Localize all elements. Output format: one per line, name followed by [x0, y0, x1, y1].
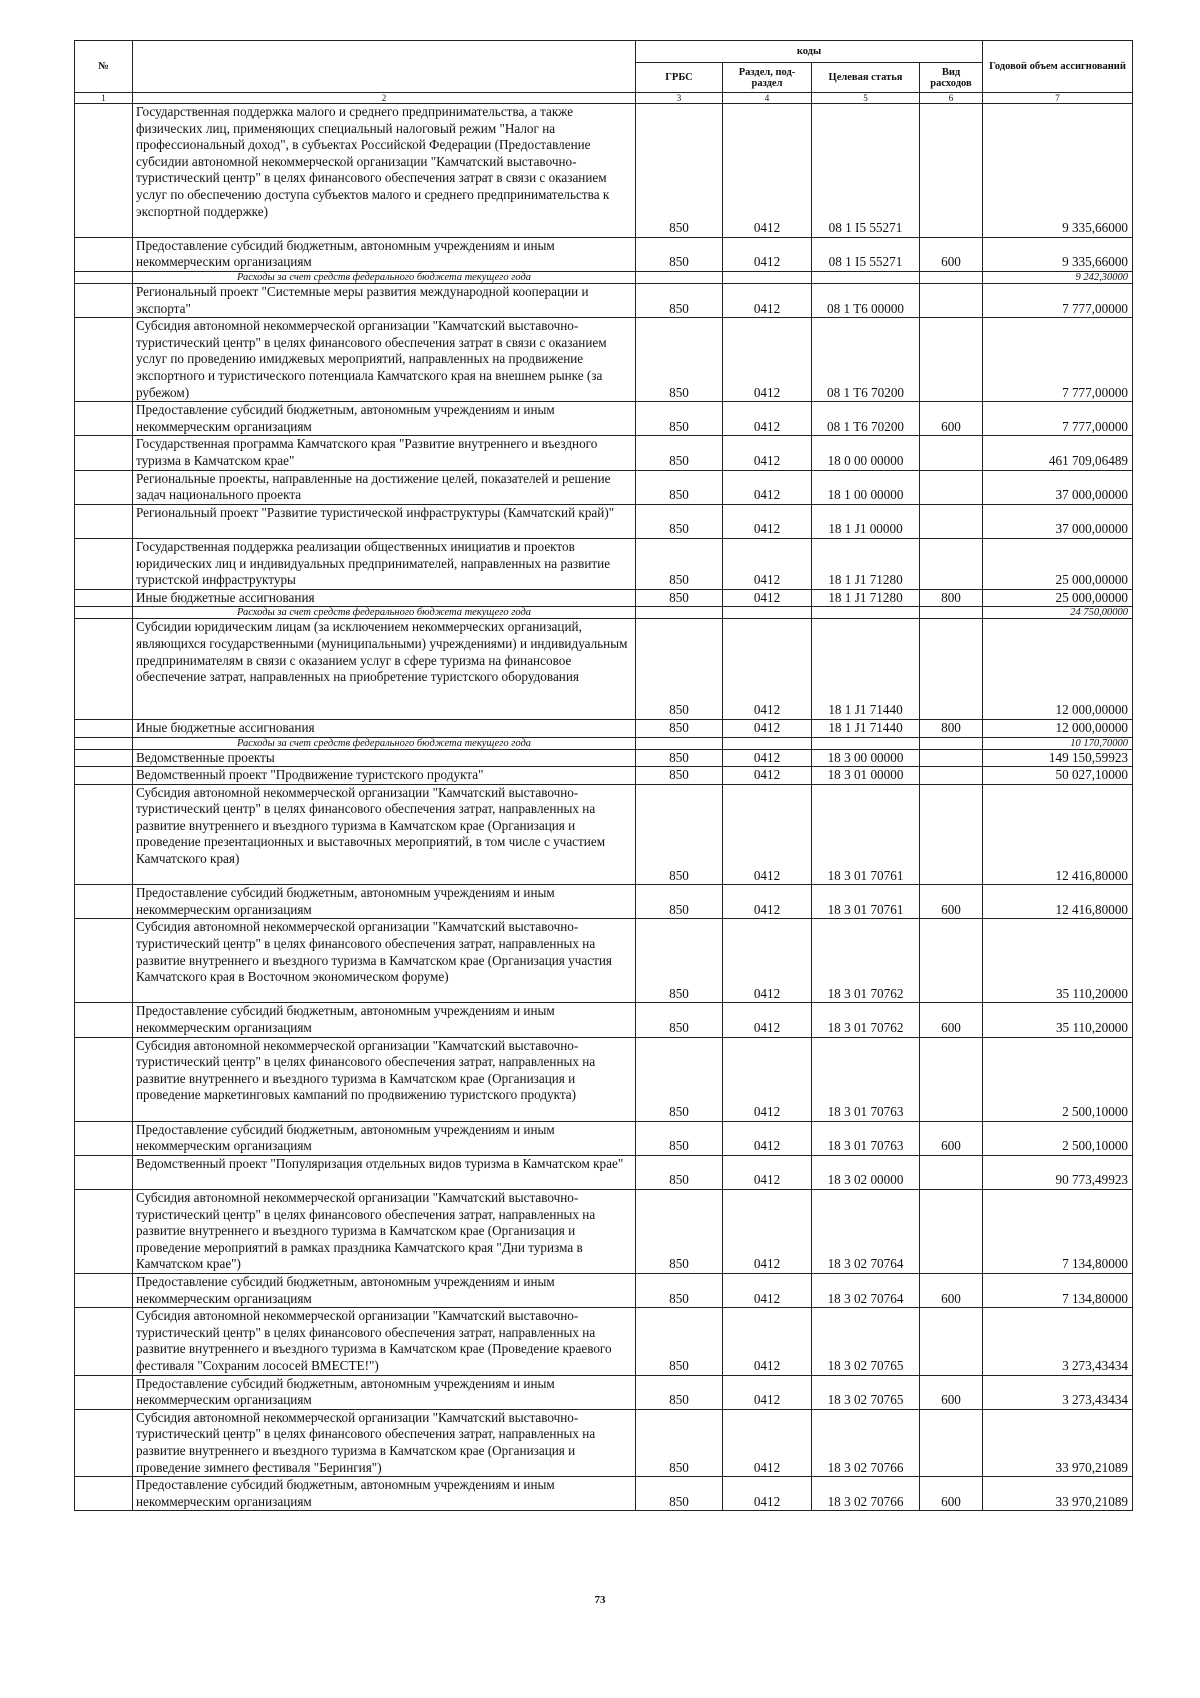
- section-code: 0412: [723, 318, 812, 402]
- header-name: [133, 41, 636, 93]
- table-row: [75, 1409, 1133, 1476]
- amount-value: 50 027,10000: [983, 767, 1133, 785]
- item-name: Расходы за счет средств федерального бюджета текущего года: [133, 607, 636, 619]
- section-code: 0412: [723, 104, 812, 238]
- no-cell: [75, 283, 133, 317]
- table-row: [75, 1274, 1133, 1308]
- no-cell: [75, 271, 133, 283]
- grbs-code: 850: [636, 589, 723, 607]
- table-row: [75, 504, 1133, 538]
- target-article: 18 3 01 70762: [812, 919, 920, 1003]
- section-code: 0412: [723, 1037, 812, 1121]
- target-article: 08 1 T6 70200: [812, 402, 920, 436]
- target-article: 18 3 02 70764: [812, 1274, 920, 1308]
- expense-type-code: 600: [920, 237, 983, 271]
- section-code: 0412: [723, 470, 812, 504]
- section-code: 0412: [723, 1121, 812, 1155]
- target-article: [812, 271, 920, 283]
- table-row: [75, 1477, 1133, 1511]
- no-cell: [75, 1121, 133, 1155]
- amount-value: 7 134,80000: [983, 1274, 1133, 1308]
- target-article: 18 3 01 70763: [812, 1037, 920, 1121]
- amount-value: 37 000,00000: [983, 504, 1133, 538]
- expense-type-code: 600: [920, 1477, 983, 1511]
- grbs-code: 850: [636, 784, 723, 885]
- grbs-code: 850: [636, 1477, 723, 1511]
- no-cell: [75, 767, 133, 785]
- grbs-code: 850: [636, 1308, 723, 1375]
- grbs-code: 850: [636, 1190, 723, 1274]
- no-cell: [75, 1274, 133, 1308]
- expense-type-code: [920, 271, 983, 283]
- section-code: 0412: [723, 402, 812, 436]
- target-article: 08 1 T6 70200: [812, 318, 920, 402]
- no-cell: [75, 504, 133, 538]
- expense-type-code: [920, 619, 983, 720]
- target-article: 18 3 01 70763: [812, 1121, 920, 1155]
- amount-value: 33 970,21089: [983, 1477, 1133, 1511]
- amount-value: 25 000,00000: [983, 538, 1133, 589]
- item-name: Предоставление субсидий бюджетным, автономным учреждениям и иным некоммерческим организациям: [133, 1121, 636, 1155]
- section-code: 0412: [723, 1190, 812, 1274]
- amount-value: 33 970,21089: [983, 1409, 1133, 1476]
- table-row: [75, 318, 1133, 402]
- table-row: [75, 1375, 1133, 1409]
- note-row: [75, 607, 1133, 619]
- expense-type-code: [920, 1190, 983, 1274]
- target-article: 18 1 J1 71280: [812, 589, 920, 607]
- item-name: Субсидия автономной некоммерческой организации "Камчатский выставочно-туристический центр" в целях финансового обеспечения затрат, направленных на развитие внутреннего и въездного туризма в Камчатском крае (Организация и проведение маркетинговых кампаний по продвижению туристского продукта): [133, 1037, 636, 1121]
- table-row: [75, 784, 1133, 885]
- item-name: Предоставление субсидий бюджетным, автономным учреждениям и иным некоммерческим организациям: [133, 237, 636, 271]
- item-name: Ведомственные проекты: [133, 749, 636, 767]
- expense-type-code: [920, 1409, 983, 1476]
- section-code: 0412: [723, 538, 812, 589]
- expense-type-code: [920, 919, 983, 1003]
- table-row: [75, 436, 1133, 470]
- section-code: 0412: [723, 919, 812, 1003]
- target-article: 18 3 00 00000: [812, 749, 920, 767]
- expense-type-code: [920, 104, 983, 238]
- expense-type-code: 600: [920, 1274, 983, 1308]
- no-cell: [75, 237, 133, 271]
- grbs-code: [636, 271, 723, 283]
- expense-type-code: [920, 436, 983, 470]
- expense-type-code: [920, 749, 983, 767]
- target-article: 18 3 02 70766: [812, 1409, 920, 1476]
- no-cell: [75, 719, 133, 737]
- amount-value: 9 335,66000: [983, 104, 1133, 238]
- item-name: Субсидии юридическим лицам (за исключением некоммерческих организаций, являющихся государственными (муниципальными) учреждениями) и индивидуальным предпринимателям в связи с оказанием услуг в сфере туризма на финансовое обеспечение затрат, направленных на приобретение туристского оборудования: [133, 619, 636, 720]
- table-row: [75, 538, 1133, 589]
- page-number: 73: [594, 1594, 606, 1606]
- table-row: [75, 1190, 1133, 1274]
- expense-type-code: 600: [920, 1003, 983, 1037]
- table-row: [75, 1155, 1133, 1189]
- target-article: 18 1 00 00000: [812, 470, 920, 504]
- item-name: Ведомственный проект "Продвижение туристского продукта": [133, 767, 636, 785]
- expense-type-code: [920, 737, 983, 749]
- item-name: Субсидия автономной некоммерческой организации "Камчатский выставочно-туристический центр" в целях финансового обеспечения затрат, направленных на развитие внутреннего и въездного туризма в Камчатском крае (Организация участия Камчатского края в Восточном экономическом форуме): [133, 919, 636, 1003]
- amount-value: 12 416,80000: [983, 784, 1133, 885]
- amount-value: 7 134,80000: [983, 1190, 1133, 1274]
- grbs-code: 850: [636, 283, 723, 317]
- expense-type-code: [920, 1037, 983, 1121]
- section-code: 0412: [723, 436, 812, 470]
- no-cell: [75, 318, 133, 402]
- section-code: 0412: [723, 1003, 812, 1037]
- expense-type-code: [920, 1155, 983, 1189]
- section-code: 0412: [723, 784, 812, 885]
- no-cell: [75, 1477, 133, 1511]
- item-name: Региональный проект "Развитие туристической инфраструктуры (Камчатский край)": [133, 504, 636, 538]
- grbs-code: 850: [636, 1121, 723, 1155]
- note-row: [75, 271, 1133, 283]
- section-code: [723, 737, 812, 749]
- item-name: Региональный проект "Системные меры развития международной кооперации и экспорта": [133, 283, 636, 317]
- grbs-code: 850: [636, 767, 723, 785]
- target-article: 18 3 01 70762: [812, 1003, 920, 1037]
- target-article: 18 3 02 70765: [812, 1375, 920, 1409]
- no-cell: [75, 1155, 133, 1189]
- table-row: [75, 470, 1133, 504]
- item-name: Субсидия автономной некоммерческой организации "Камчатский выставочно-туристический центр" в целях финансового обеспечения затрат, направленных на развитие внутреннего и въездного туризма в Камчатском крае (Организация и проведение презентационных и выставочных мероприятий, в том числе с участием Камчатского края): [133, 784, 636, 885]
- header-codes: коды: [636, 41, 983, 63]
- header-index-row: [75, 93, 1133, 104]
- grbs-code: 850: [636, 719, 723, 737]
- table-row: [75, 1003, 1133, 1037]
- item-name: Иные бюджетные ассигнования: [133, 589, 636, 607]
- target-article: 08 1 I5 55271: [812, 104, 920, 238]
- grbs-code: 850: [636, 318, 723, 402]
- target-article: 18 1 J1 71280: [812, 538, 920, 589]
- table-row: [75, 1121, 1133, 1155]
- amount-value: 10 170,70000: [983, 737, 1133, 749]
- target-article: 18 3 02 70766: [812, 1477, 920, 1511]
- amount-value: 3 273,43434: [983, 1375, 1133, 1409]
- expense-type-code: 600: [920, 1121, 983, 1155]
- index-cell: 3: [636, 93, 723, 104]
- item-name: Ведомственный проект "Популяризация отдельных видов туризма в Камчатском крае": [133, 1155, 636, 1189]
- amount-value: 35 110,20000: [983, 1003, 1133, 1037]
- target-article: [812, 737, 920, 749]
- note-row: [75, 737, 1133, 749]
- section-code: 0412: [723, 1308, 812, 1375]
- target-article: 18 0 00 00000: [812, 436, 920, 470]
- section-code: 0412: [723, 619, 812, 720]
- table-row: [75, 237, 1133, 271]
- table-row: [75, 919, 1133, 1003]
- grbs-code: 850: [636, 1409, 723, 1476]
- amount-value: 9 335,66000: [983, 237, 1133, 271]
- header-expense-type: Вид расходов: [920, 63, 983, 93]
- no-cell: [75, 538, 133, 589]
- section-code: 0412: [723, 885, 812, 919]
- table-row: [75, 619, 1133, 720]
- item-name: Предоставление субсидий бюджетным, автономным учреждениям и иным некоммерческим организациям: [133, 1274, 636, 1308]
- amount-value: 461 709,06489: [983, 436, 1133, 470]
- index-cell: 5: [812, 93, 920, 104]
- no-cell: [75, 1037, 133, 1121]
- header-section: Раздел, под-раздел: [723, 63, 812, 93]
- grbs-code: 850: [636, 619, 723, 720]
- no-cell: [75, 737, 133, 749]
- grbs-code: [636, 737, 723, 749]
- grbs-code: 850: [636, 1274, 723, 1308]
- table-row: [75, 1308, 1133, 1375]
- grbs-code: 850: [636, 1375, 723, 1409]
- expense-type-code: 600: [920, 402, 983, 436]
- index-cell: 6: [920, 93, 983, 104]
- no-cell: [75, 784, 133, 885]
- item-name: Субсидия автономной некоммерческой организации "Камчатский выставочно-туристический центр" в целях финансового обеспечения затрат в связи с оказанием услуг по проведению имиджевых мероприятий, направленных на продвижение экспортного и туристического потенциала Камчатского края на внешнем рынке (за рубежом): [133, 318, 636, 402]
- expense-type-code: [920, 318, 983, 402]
- expense-type-code: 800: [920, 719, 983, 737]
- item-name: Субсидия автономной некоммерческой организации "Камчатский выставочно-туристический центр" в целях финансового обеспечения затрат, направленных на развитие внутреннего и въездного туризма в Камчатском крае (Организация и проведение зимнего фестиваля "Берингия"): [133, 1409, 636, 1476]
- amount-value: 9 242,30000: [983, 271, 1133, 283]
- amount-value: 12 000,00000: [983, 719, 1133, 737]
- grbs-code: 850: [636, 470, 723, 504]
- no-cell: [75, 919, 133, 1003]
- grbs-code: 850: [636, 402, 723, 436]
- section-code: 0412: [723, 1155, 812, 1189]
- no-cell: [75, 885, 133, 919]
- amount-value: 7 777,00000: [983, 283, 1133, 317]
- amount-value: 35 110,20000: [983, 919, 1133, 1003]
- target-article: 18 3 02 00000: [812, 1155, 920, 1189]
- target-article: 18 1 J1 71440: [812, 719, 920, 737]
- expense-type-code: [920, 784, 983, 885]
- amount-value: 2 500,10000: [983, 1121, 1133, 1155]
- header-grbs: ГРБС: [636, 63, 723, 93]
- item-name: Государственная поддержка реализации общественных инициатив и проектов юридических лиц и индивидуальных предпринимателей, направленных на развитие туристской инфраструктуры: [133, 538, 636, 589]
- section-code: 0412: [723, 719, 812, 737]
- target-article: 08 1 I5 55271: [812, 237, 920, 271]
- header-no: №: [75, 41, 133, 93]
- no-cell: [75, 1409, 133, 1476]
- amount-value: 2 500,10000: [983, 1037, 1133, 1121]
- table-row: [75, 885, 1133, 919]
- grbs-code: 850: [636, 1037, 723, 1121]
- amount-value: 25 000,00000: [983, 589, 1133, 607]
- index-cell: 1: [75, 93, 133, 104]
- target-article: 08 1 T6 00000: [812, 283, 920, 317]
- amount-value: 24 750,00000: [983, 607, 1133, 619]
- amount-value: 7 777,00000: [983, 402, 1133, 436]
- section-code: 0412: [723, 237, 812, 271]
- amount-value: 7 777,00000: [983, 318, 1133, 402]
- item-name: Предоставление субсидий бюджетным, автономным учреждениям и иным некоммерческим организациям: [133, 402, 636, 436]
- section-code: [723, 271, 812, 283]
- amount-value: 149 150,59923: [983, 749, 1133, 767]
- grbs-code: 850: [636, 919, 723, 1003]
- expense-type-code: [920, 538, 983, 589]
- table-row: [75, 283, 1133, 317]
- budget-table: [74, 40, 1133, 1511]
- header-amount: Годовой объем ассигнований: [983, 41, 1133, 93]
- expense-type-code: [920, 1308, 983, 1375]
- item-name: Предоставление субсидий бюджетным, автономным учреждениям и иным некоммерческим организациям: [133, 1477, 636, 1511]
- target-article: 18 3 01 70761: [812, 885, 920, 919]
- table-row: [75, 767, 1133, 785]
- table-row: [75, 104, 1133, 238]
- no-cell: [75, 749, 133, 767]
- item-name: Государственная поддержка малого и среднего предпринимательства, а также физических лиц, применяющих специальный налоговый режим "Налог на профессиональный доход", в субъектах Российской Федерации (Предоставление субсидии автономной некоммерческой организации "Камчатский выставочно-туристический центр" в целях финансового обеспечения затрат в связи с оказанием услуг по обеспечению доступа субъектов малого и среднего предпринимательства к экспортной поддержке): [133, 104, 636, 238]
- section-code: 0412: [723, 1477, 812, 1511]
- no-cell: [75, 1190, 133, 1274]
- target-article: 18 3 01 00000: [812, 767, 920, 785]
- item-name: Предоставление субсидий бюджетным, автономным учреждениям и иным некоммерческим организациям: [133, 1375, 636, 1409]
- no-cell: [75, 607, 133, 619]
- grbs-code: 850: [636, 1003, 723, 1037]
- expense-type-code: 600: [920, 1375, 983, 1409]
- section-code: 0412: [723, 749, 812, 767]
- expense-type-code: 800: [920, 589, 983, 607]
- target-article: [812, 607, 920, 619]
- index-cell: 2: [133, 93, 636, 104]
- item-name: Предоставление субсидий бюджетным, автономным учреждениям и иным некоммерческим организациям: [133, 1003, 636, 1037]
- budget-table-sheet: [74, 40, 1132, 1511]
- index-cell: 7: [983, 93, 1133, 104]
- section-code: 0412: [723, 1274, 812, 1308]
- grbs-code: 850: [636, 1155, 723, 1189]
- no-cell: [75, 1375, 133, 1409]
- item-name: Субсидия автономной некоммерческой организации "Камчатский выставочно-туристический центр" в целях финансового обеспечения затрат, направленных на развитие внутреннего и въездного туризма в Камчатском крае (Проведение краевого фестиваля "Сохраним лососей ВМЕСТЕ!"): [133, 1308, 636, 1375]
- item-name: Предоставление субсидий бюджетным, автономным учреждениям и иным некоммерческим организациям: [133, 885, 636, 919]
- grbs-code: 850: [636, 538, 723, 589]
- section-code: 0412: [723, 589, 812, 607]
- section-code: [723, 607, 812, 619]
- grbs-code: 850: [636, 885, 723, 919]
- no-cell: [75, 619, 133, 720]
- section-code: 0412: [723, 504, 812, 538]
- target-article: 18 3 02 70764: [812, 1190, 920, 1274]
- table-header: [75, 41, 1133, 104]
- expense-type-code: [920, 470, 983, 504]
- grbs-code: 850: [636, 237, 723, 271]
- table-row: [75, 402, 1133, 436]
- item-name: Расходы за счет средств федерального бюджета текущего года: [133, 271, 636, 283]
- section-code: 0412: [723, 1375, 812, 1409]
- no-cell: [75, 402, 133, 436]
- grbs-code: 850: [636, 749, 723, 767]
- header-target: Целевая статья: [812, 63, 920, 93]
- table-row: [75, 589, 1133, 607]
- grbs-code: 850: [636, 104, 723, 238]
- target-article: 18 1 J1 71440: [812, 619, 920, 720]
- table-body: [75, 104, 1133, 1511]
- table-row: [75, 1037, 1133, 1121]
- item-name: Региональные проекты, направленные на достижение целей, показателей и решение задач национального проекта: [133, 470, 636, 504]
- no-cell: [75, 436, 133, 470]
- no-cell: [75, 104, 133, 238]
- amount-value: 12 000,00000: [983, 619, 1133, 720]
- grbs-code: 850: [636, 436, 723, 470]
- item-name: Государственная программа Камчатского края "Развитие внутреннего и въездного туризма в Камчатском крае": [133, 436, 636, 470]
- amount-value: 3 273,43434: [983, 1308, 1133, 1375]
- section-code: 0412: [723, 283, 812, 317]
- expense-type-code: [920, 767, 983, 785]
- expense-type-code: [920, 504, 983, 538]
- table-row: [75, 719, 1133, 737]
- no-cell: [75, 589, 133, 607]
- target-article: 18 3 02 70765: [812, 1308, 920, 1375]
- section-code: 0412: [723, 767, 812, 785]
- item-name: Субсидия автономной некоммерческой организации "Камчатский выставочно-туристический центр" в целях финансового обеспечения затрат, направленных на развитие внутреннего и въездного туризма в Камчатском крае (Организация и проведение мероприятий в рамках праздника Камчатского края "Дни туризма в Камчатском крае"): [133, 1190, 636, 1274]
- item-name: Расходы за счет средств федерального бюджета текущего года: [133, 737, 636, 749]
- item-name: Иные бюджетные ассигнования: [133, 719, 636, 737]
- amount-value: 90 773,49923: [983, 1155, 1133, 1189]
- expense-type-code: [920, 607, 983, 619]
- target-article: 18 1 J1 00000: [812, 504, 920, 538]
- expense-type-code: [920, 283, 983, 317]
- grbs-code: 850: [636, 504, 723, 538]
- no-cell: [75, 470, 133, 504]
- section-code: 0412: [723, 1409, 812, 1476]
- no-cell: [75, 1003, 133, 1037]
- index-cell: 4: [723, 93, 812, 104]
- target-article: 18 3 01 70761: [812, 784, 920, 885]
- no-cell: [75, 1308, 133, 1375]
- table-row: [75, 749, 1133, 767]
- expense-type-code: 600: [920, 885, 983, 919]
- grbs-code: [636, 607, 723, 619]
- amount-value: 37 000,00000: [983, 470, 1133, 504]
- amount-value: 12 416,80000: [983, 885, 1133, 919]
